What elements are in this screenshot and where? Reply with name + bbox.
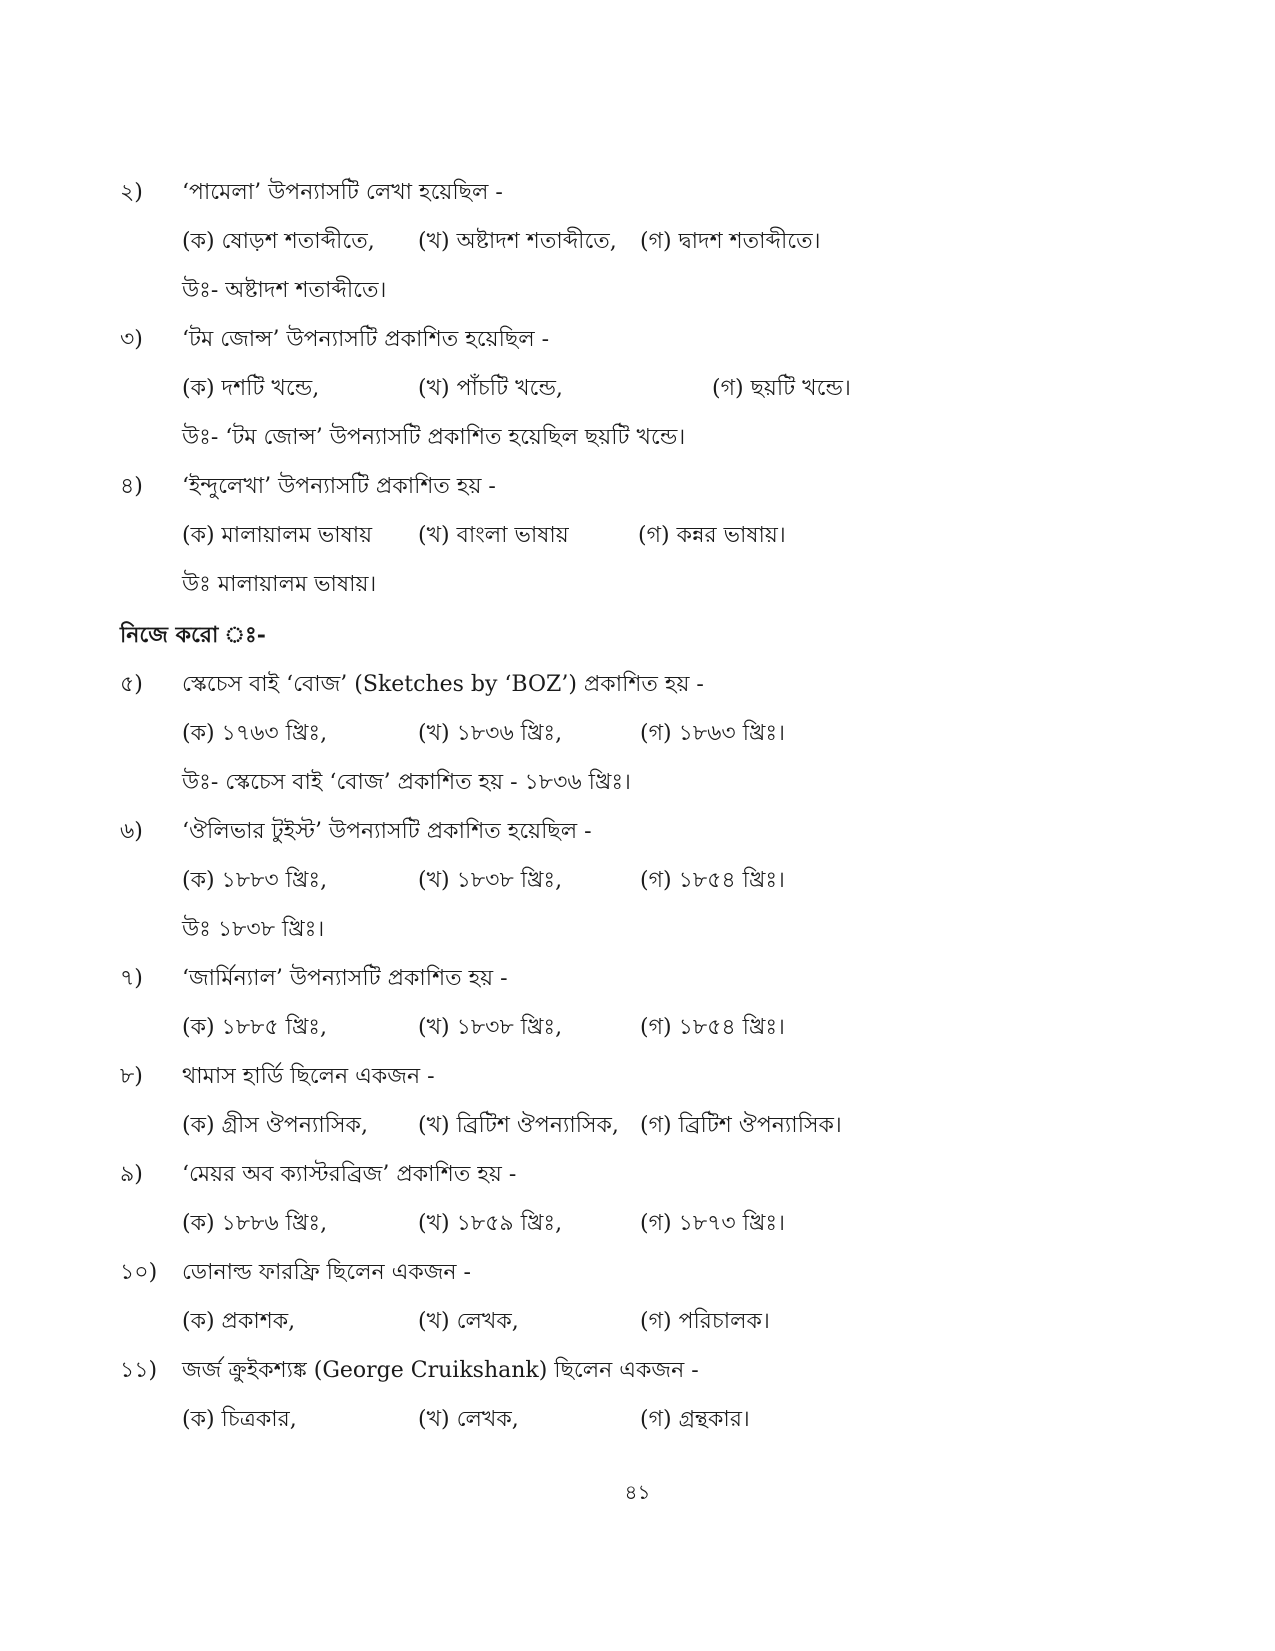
question-text: ‘ইন্দুলেখা’ উপন্যাসটি প্রকাশিত হয় - (182, 474, 496, 499)
option-b: (খ) ১৮৩৬ খ্রিঃ, (418, 721, 563, 746)
question-number: ১০) (120, 1260, 158, 1285)
option-b: (খ) ১৮৩৮ খ্রিঃ, (418, 1015, 563, 1040)
question-number: ১১) (120, 1358, 158, 1383)
option-c: (গ) পরিচালক। (640, 1309, 770, 1334)
option-b: (খ) লেখক, (418, 1407, 519, 1432)
question-number: ৬) (120, 819, 143, 844)
question-text: ‘পামেলা’ উপন্যাসটি লেখা হয়েছিল - (182, 180, 503, 205)
option-b: (খ) পাঁচটি খন্ডে, (418, 376, 563, 401)
option-b: (খ) ১৮৩৮ খ্রিঃ, (418, 868, 563, 893)
option-a: (ক) গ্রীস ঔপন্যাসিক, (182, 1113, 368, 1138)
page-number: ৪১ (624, 1480, 651, 1504)
option-c: (গ) কন্নর ভাষায়। (638, 523, 786, 548)
option-a: (ক) ষোড়শ শতাব্দীতে, (182, 229, 375, 254)
answer-text: উঃ মালায়ালম ভাষায়। (182, 572, 377, 597)
option-c: (গ) ১৮৫৪ খ্রিঃ। (640, 868, 785, 893)
option-b: (খ) বাংলা ভাষায় (418, 523, 569, 548)
question-number: ২) (120, 180, 143, 205)
option-b: (খ) লেখক, (418, 1309, 519, 1334)
question-text: থামাস হার্ডি ছিলেন একজন - (182, 1064, 435, 1089)
option-b: (খ) অষ্টাদশ শতাব্দীতে, (418, 229, 617, 254)
question-text: ডোনাল্ড ফারফ্রি ছিলেন একজন - (182, 1260, 471, 1285)
option-c: (গ) ব্রিটিশ ঔপন্যাসিক। (640, 1113, 842, 1138)
option-b: (খ) ১৮৫৯ খ্রিঃ, (418, 1211, 563, 1236)
question-text: ‘জার্মিন্যাল’ উপন্যাসটি প্রকাশিত হয় - (182, 966, 508, 991)
answer-text: উঃ- অষ্টাদশ শতাব্দীতে। (182, 278, 387, 303)
option-c: (গ) গ্রন্থকার। (640, 1407, 750, 1432)
answer-text: উঃ- স্কেচেস বাই ‘বোজ’ প্রকাশিত হয় - ১৮৩৬ খ্রিঃ। (182, 770, 631, 795)
answer-text: উঃ- ‘টম জোন্স’ উপন্যাসটি প্রকাশিত হয়েছিল ছয়টি খন্ডে। (182, 425, 686, 450)
question-text: স্কেচেস বাই ‘বোজ’ (Sketches by ‘BOZ’) প্রকাশিত হয় - (182, 672, 704, 697)
option-c: (গ) ছয়টি খন্ডে। (712, 376, 851, 401)
question-text: ‘ঔলিভার টুইস্ট’ উপন্যাসটি প্রকাশিত হয়েছিল - (182, 819, 592, 844)
option-c: (গ) ১৮৭৩ খ্রিঃ। (640, 1211, 785, 1236)
section-heading: নিজে করো ঃ- (120, 622, 266, 648)
option-c: (গ) দ্বাদশ শতাব্দীতে। (640, 229, 821, 254)
question-number: ৩) (120, 327, 143, 352)
question-text: জর্জ ক্রুইকশ্যঙ্ক (George Cruikshank) ছিলেন একজন - (182, 1358, 699, 1383)
option-c: (গ) ১৮৫৪ খ্রিঃ। (640, 1015, 785, 1040)
question-number: ৫) (120, 672, 143, 697)
option-a: (ক) ১৮৮৩ খ্রিঃ, (182, 868, 328, 893)
question-number: ৪) (120, 474, 143, 499)
option-a: (ক) ১৮৮৫ খ্রিঃ, (182, 1015, 328, 1040)
option-c: (গ) ১৮৬৩ খ্রিঃ। (640, 721, 785, 746)
option-a: (ক) দশটি খন্ডে, (182, 376, 320, 401)
question-number: ৯) (120, 1162, 143, 1187)
answer-text: উঃ ১৮৩৮ খ্রিঃ। (182, 917, 325, 942)
question-text: ‘মেয়র অব ক্যাস্টরব্রিজ’ প্রকাশিত হয় - (182, 1162, 517, 1187)
option-a: (ক) প্রকাশক, (182, 1309, 296, 1334)
question-number: ৮) (120, 1064, 143, 1089)
question-text: ‘টম জোন্স’ উপন্যাসটি প্রকাশিত হয়েছিল - (182, 327, 550, 352)
question-number: ৭) (120, 966, 143, 991)
option-a: (ক) ১৮৮৬ খ্রিঃ, (182, 1211, 328, 1236)
option-a: (ক) মালায়ালম ভাষায় (182, 523, 373, 548)
option-a: (ক) ১৭৬৩ খ্রিঃ, (182, 721, 328, 746)
option-b: (খ) ব্রিটিশ ঔপন্যাসিক, (418, 1113, 619, 1138)
option-a: (ক) চিত্রকার, (182, 1407, 297, 1432)
